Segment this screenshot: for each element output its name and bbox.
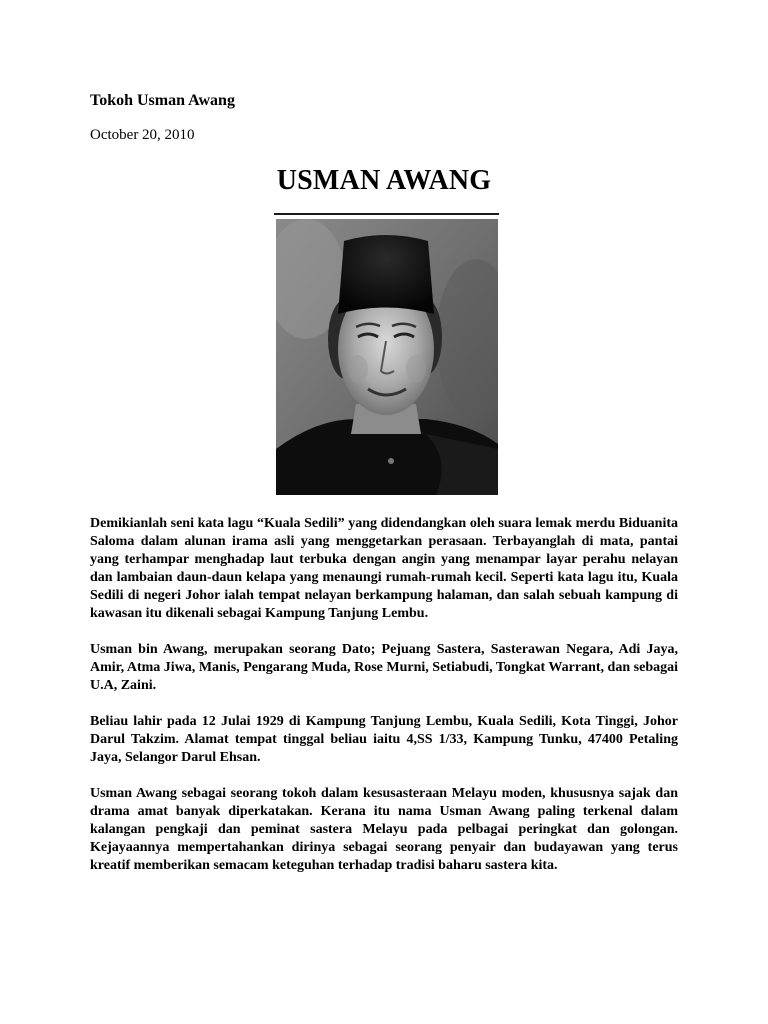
portrait-photo: [276, 219, 498, 495]
document-date: October 20, 2010: [90, 127, 195, 143]
article-heading: USMAN AWANG: [276, 165, 492, 196]
paragraph-intro: Demikianlah seni kata lagu “Kuala Sedili” yang didendangkan oleh suara lemak merdu Biduanita Saloma dalam alunan irama asli yang menggetarkan perasaan. Terbayanglah di mata, pantai yang terhampar menghadap laut terbuka dengan angin yang menampar layar perahu nelayan dan lambaian daun-daun kelapa yang menaungi rumah-rumah kecil. Seperti kata lagu itu, Kuala Sedili di negeri Johor ialah tempat nelayan berkampung halaman, dan salah sebuah kampung di kawasan itu dikenali sebagai Kampung Tanjung Lembu.: [90, 516, 678, 621]
paragraph-legacy: Usman Awang sebagai seorang tokoh dalam kesusasteraan Melayu moden, khususnya sajak dan drama amat banyak diperkatakan. Kerana itu nama Usman Awang paling terkenal dalam kalangan pengkaji dan peminat sastera Melayu pada pelbagai peringkat dan golongan. Kejayaannya mempertahankan dirinya sebagai seorang penyair dan budayawan yang terus kreatif memberikan semacam keteguhan terhadap tradisi baharu sastera kita.: [90, 786, 678, 873]
article-body: [90, 515, 678, 893]
paragraph-birth: Beliau lahir pada 12 Julai 1929 di Kampung Tanjung Lembu, Kuala Sedili, Kota Tinggi, Johor Darul Takzim. Alamat tempat tinggal beliau iaitu 4,SS 1/33, Kampung Tunku, 47400 Petaling Jaya, Selangor Darul Ehsan.: [90, 714, 678, 765]
paragraph-names: Usman bin Awang, merupakan seorang Dato; Pejuang Sastera, Sasterawan Negara, Adi Jaya, Amir, Atma Jiwa, Manis, Pengarang Muda, Rose Murni, Setiabudi, Tongkat Warrant, dan sebagai U.A, Zaini.: [90, 642, 678, 693]
document-title: Tokoh Usman Awang: [90, 92, 235, 109]
portrait-photo-frame: [274, 213, 499, 496]
photo-top-rule: [274, 213, 499, 215]
